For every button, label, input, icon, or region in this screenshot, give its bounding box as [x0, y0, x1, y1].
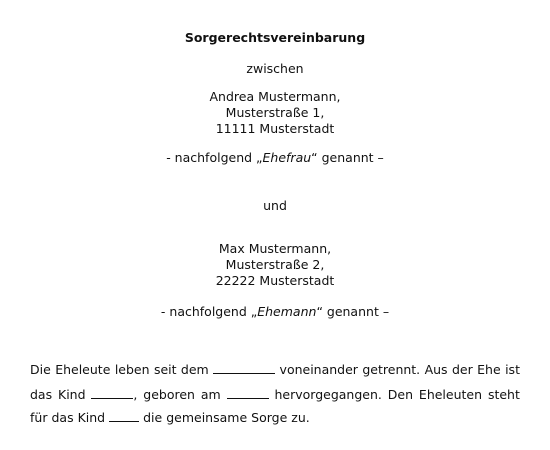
paragraph-word: für [30, 410, 48, 425]
blank-field [213, 362, 275, 378]
paragraph-word: Die [30, 362, 51, 377]
alias2-suffix: “ genannt – [316, 304, 390, 319]
paragraph-word: Kind [58, 387, 86, 402]
paragraph-word: Ehe [477, 362, 501, 377]
paragraph-word: ist [505, 362, 520, 377]
alias1-term: Ehefrau [262, 150, 312, 165]
paragraph-word: das [30, 387, 53, 402]
paragraph-word: Eheleuten [418, 387, 483, 402]
paragraph-word: Kind [77, 410, 106, 425]
paragraph-word: steht [487, 387, 520, 402]
alias1-prefix: - nachfolgend „ [166, 150, 263, 165]
paragraph-word: das [51, 410, 74, 425]
and-label: und [263, 198, 287, 213]
paragraph-word: leben [114, 362, 150, 377]
paragraph-word: getrennt. [362, 362, 421, 377]
paragraph-word: der [451, 362, 473, 377]
paragraph-word: voneinander [279, 362, 358, 377]
paragraph-line-3 [30, 410, 520, 426]
blank-underline [227, 387, 269, 399]
party2-name: Max Mustermann, [218, 241, 332, 256]
party1-address [0, 89, 550, 137]
paragraph-word: am [200, 387, 221, 402]
blank-underline [91, 387, 133, 399]
blank-underline [213, 362, 275, 374]
paragraph-word: seit [153, 362, 177, 377]
blank-field [227, 387, 269, 403]
alias2-prefix: - nachfolgend „ [160, 304, 258, 319]
blank-underline [109, 410, 139, 422]
between-label: zwischen [246, 61, 304, 76]
party1-alias [0, 150, 550, 166]
paragraph-word: Eheleute [55, 362, 111, 377]
paragraph-word: dem [180, 362, 209, 377]
party2-alias [0, 304, 550, 320]
party2-city: 22222 Musterstadt [215, 273, 335, 288]
paragraph-word: zu. [291, 410, 310, 425]
party1-street: Musterstraße 1, [225, 105, 325, 120]
paragraph-word: Aus [424, 362, 448, 377]
alias1-suffix: “ genannt – [311, 150, 384, 165]
alias2-term: Ehemann [257, 304, 317, 319]
party2-street: Musterstraße 2, [225, 257, 325, 272]
document-title: Sorgerechtsvereinbarung [184, 30, 366, 45]
paragraph-word: gemeinsame [166, 410, 248, 425]
paragraph-word: Sorge [251, 410, 288, 425]
paragraph-word: Den [387, 387, 414, 402]
paragraph-word: hervorgegangen. [274, 387, 382, 402]
paragraph-line-1 [30, 362, 520, 378]
party1-city: 11111 Musterstadt [215, 121, 335, 136]
blank-field: , [91, 387, 137, 403]
party2-address [0, 241, 550, 289]
party1-name: Andrea Mustermann, [209, 89, 341, 104]
paragraph-word: die [143, 410, 163, 425]
blank-field [109, 410, 139, 426]
paragraph-word: geboren [143, 387, 195, 402]
paragraph-line-2 [30, 387, 520, 403]
